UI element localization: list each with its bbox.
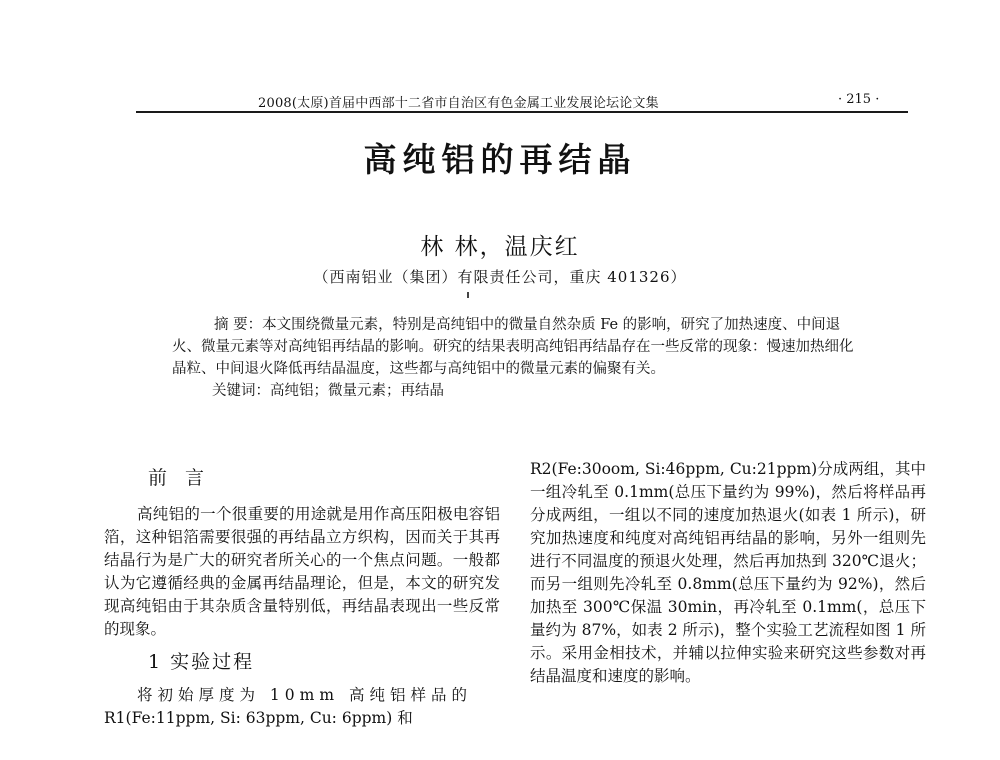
section1-heading: 1 实验过程: [148, 651, 255, 673]
intro-heading: 前 言: [148, 467, 211, 489]
header-rule: [136, 111, 908, 113]
left-column: [104, 466, 500, 730]
right-column-paragraph: R2(Fe:30oom, Si:46ppm, Cu:21ppm)分成两组，其中一组冷轧至 0.1mm(总压下量约为 99%)，然后将样品再分成两组，一组以不同的速度加热退火(如表 1 所示)，研究加热速度和纯度对高纯铝再结晶的影响，另外一组则先进行不同温度的预退火处理，然后再加热到 320℃退火；而另一组则先冷轧至 0.8mm(总压下量约为 92%)，然后加热至 300℃保温 30min，再冷轧至 0.1mm(，总压下量约为 87%，如表 2 所示)，整个实验工艺流程如图 1 所示。采用金相技术，并辅以拉伸实验来研究这些参数对再结晶温度和速度的影响。: [530, 460, 926, 685]
abstract-text: 摘 要：本文围绕微量元素，特别是高纯铝中的微量自然杂质 Fe 的影响，研究了加热速度、中间退火、微量元素等对高纯铝再结晶的影响。研究的结果表明高纯铝再结晶存在一些反常的现象：慢速加热细化晶粒、中间退火降低再结晶温度，这些都与高纯铝中的微量元素的偏聚有关。: [172, 317, 854, 377]
right-column: [530, 458, 926, 688]
running-header-title: 2008(太原)首届中西部十二省市自治区有色金属工业发展论坛论文集: [258, 96, 659, 111]
section1-paragraph-line2: R1(Fe:11ppm, Si: 63ppm, Cu: 6ppm) 和: [104, 709, 413, 727]
paper-affiliation: （西南铝业（集团）有限责任公司，重庆 401326）: [313, 268, 687, 286]
abstract-block: [172, 314, 858, 402]
keywords: 关键词：高纯铝；微量元素；再结晶: [212, 383, 444, 399]
scan-mark: [467, 292, 469, 298]
paper-title: 高纯铝的再结晶: [363, 140, 637, 179]
intro-paragraph: 高纯铝的一个很重要的用途就是用作高压阳极电容铝箔，这种铝箔需要很强的再结晶立方织构，因而关于其再结晶行为是广大的研究者所关心的一个焦点问题。一般都认为它遵循经典的金属再结晶理论，但是，本文的研究发现高纯铝由于其杂质含量特别低，再结晶表现出一些反常的现象。: [104, 505, 500, 638]
paper-authors: 林 林，温庆红: [420, 234, 580, 260]
page-number: · 215 ·: [838, 92, 880, 107]
section1-paragraph-start: 将初始厚度为 10mm 高纯铝样品的: [137, 686, 472, 704]
